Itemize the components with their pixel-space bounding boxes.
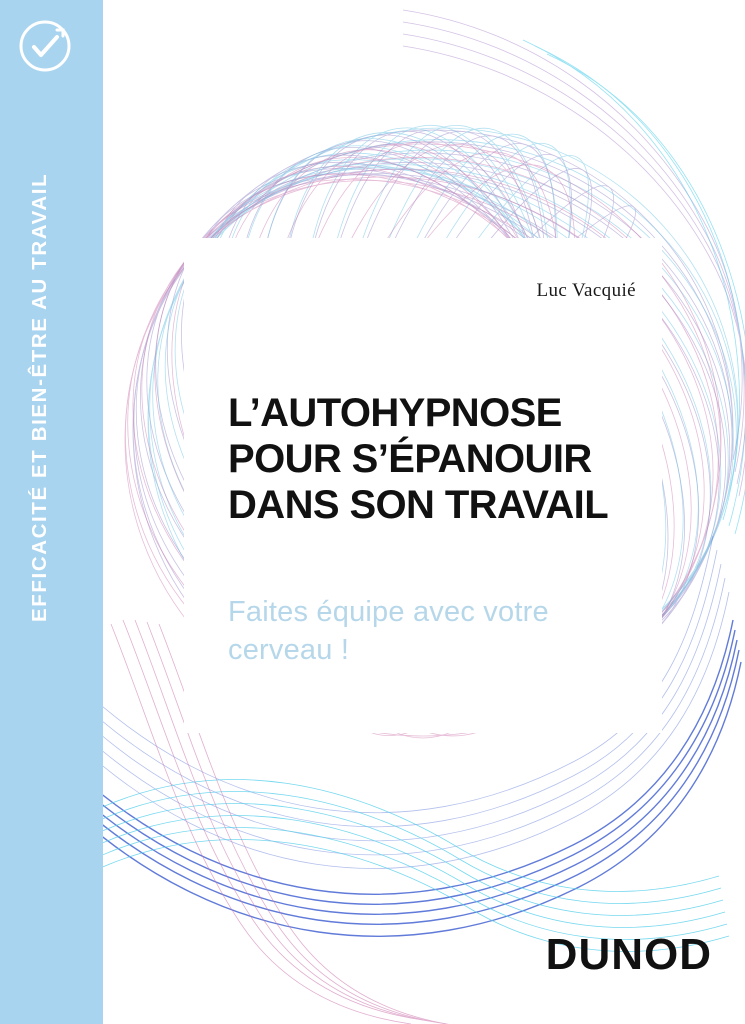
- publisher-logo: DUNOD: [545, 930, 712, 979]
- title-line-3: DANS SON TRAVAIL: [228, 483, 609, 527]
- book-subtitle: [228, 593, 628, 669]
- title-line-2: POUR S’ÉPANOUIR: [228, 437, 592, 481]
- title-line-1: L’AUTOHYPNOSE: [228, 391, 562, 435]
- collection-label: EFFICACITÉ ET BIEN-ÊTRE AU TRAVAIL: [28, 172, 51, 622]
- book-title: [228, 390, 638, 528]
- title-card: [184, 238, 662, 733]
- author-name: Luc Vacquié: [536, 280, 636, 301]
- subtitle-line-2: votre cerveau !: [228, 596, 549, 666]
- collection-band: [0, 0, 103, 1024]
- subtitle-line-1: Faites équipe avec: [228, 596, 476, 628]
